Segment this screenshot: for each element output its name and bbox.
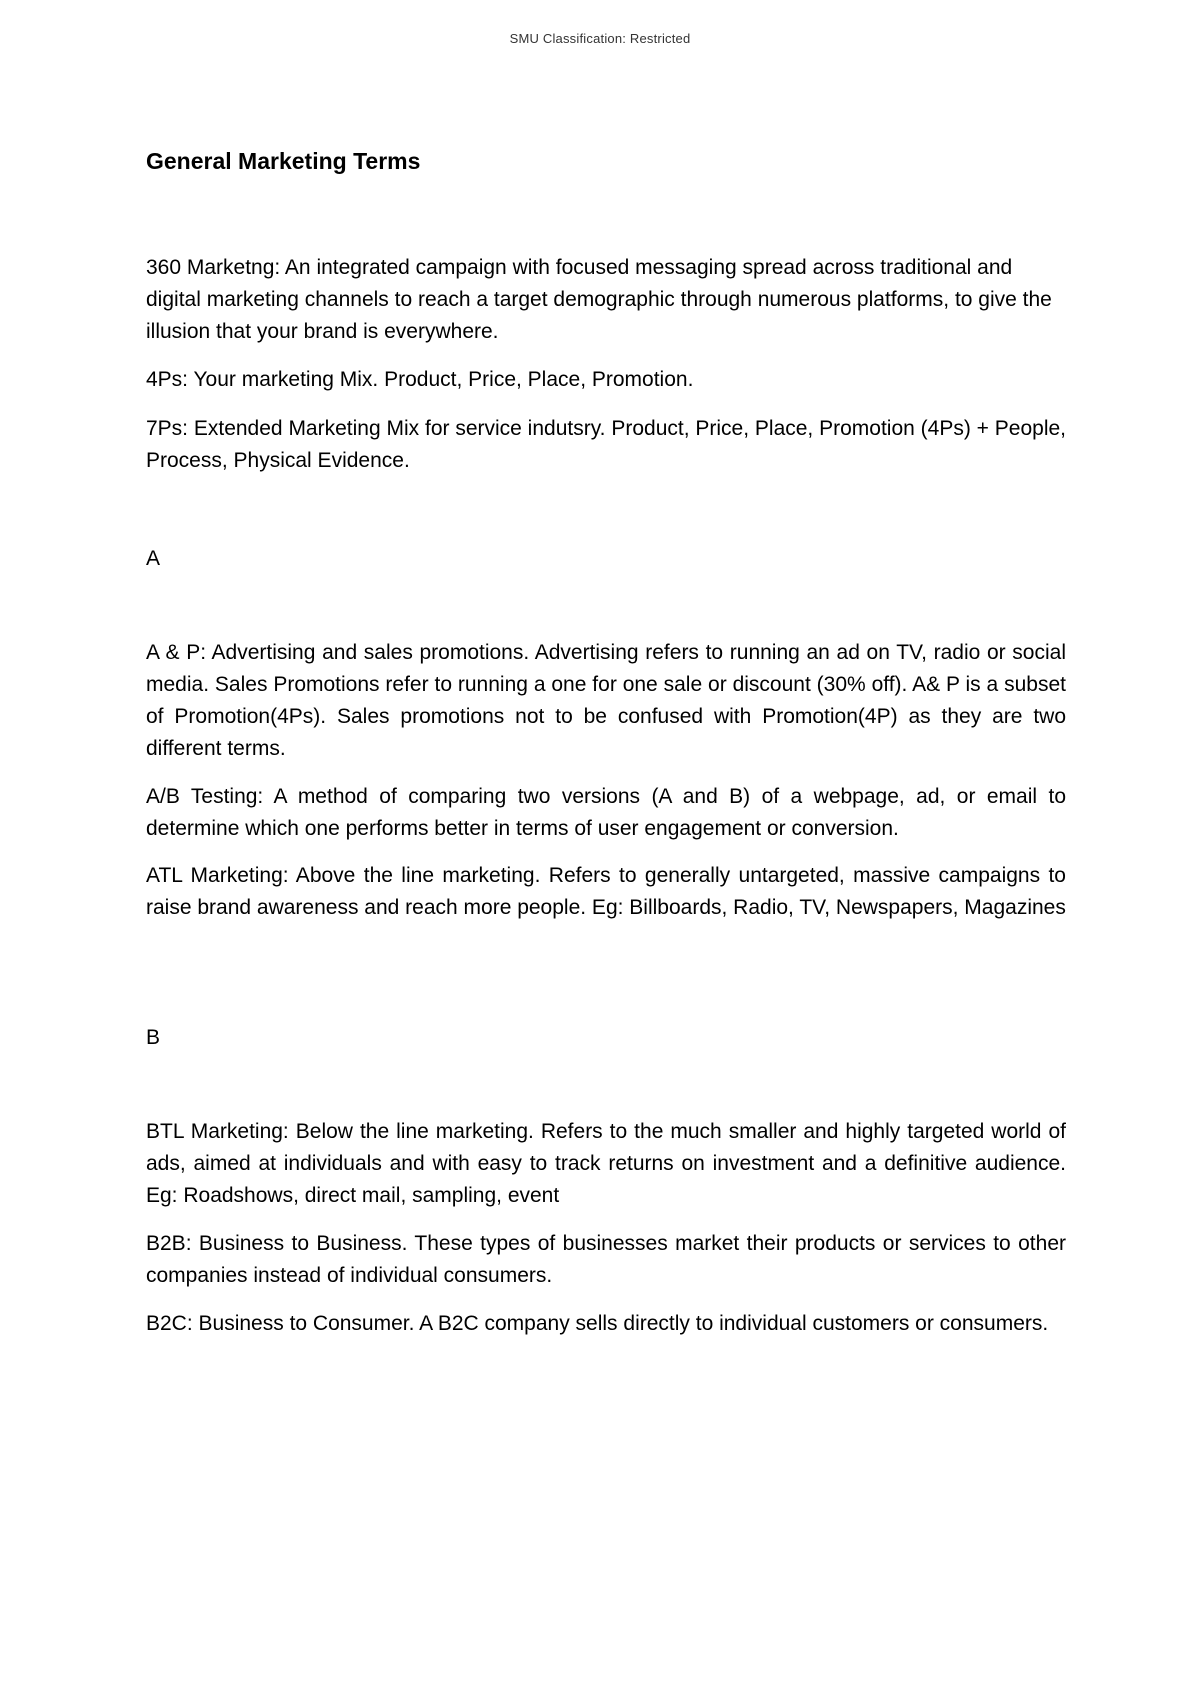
term-7ps: 7Ps: Extended Marketing Mix for service indutsry. Product, Price, Place, Promotion (4Ps) + People, Process, Physical Evidence. — [146, 417, 1066, 472]
term-b2b: B2B: Business to Business. These types of businesses market their products or services to other companies instead of individual consumers. — [146, 1232, 1066, 1287]
classification-header: SMU Classification: Restricted — [509, 31, 691, 46]
term-ab-testing: A/B Testing: A method of comparing two versions (A and B) of a webpage, ad, or email to determine which one performs better in terms of user engagement or conversion. — [146, 785, 1066, 840]
term-a-and-p: A & P: Advertising and sales promotions. Advertising refers to running an ad on TV, radio or social media. Sales Promotions refer to running a one for one sale or discount (30% off). A& P is a subset of Promotion(4Ps). Sales promotions not to be confused with Promotion(4P) as they are two different terms. — [146, 641, 1066, 760]
term-4ps: 4Ps: Your marketing Mix. Product, Price, Place, Promotion. — [146, 368, 694, 391]
term-360-marketing: 360 Marketng: An integrated campaign with focused messaging spread across traditional and digital marketing channels to reach a target demographic through numerous platforms, to give the illusion that your brand is everywhere. — [146, 256, 1052, 343]
page-title: General Marketing Terms — [146, 148, 421, 174]
section-letter-b: B — [146, 1026, 161, 1049]
term-b2c: B2C: Business to Consumer. A B2C company sells directly to individual customers or consumers. — [146, 1312, 1049, 1335]
term-atl-marketing: ATL Marketing: Above the line marketing. Refers to generally untargeted, massive campaigns to raise brand awareness and reach more people. Eg: Billboards, Radio, TV, Newspapers, Magazines — [146, 864, 1066, 919]
term-btl-marketing: BTL Marketing: Below the line marketing. Refers to the much smaller and highly targeted world of ads, aimed at individuals and with easy to track returns on investment and a definitive audience. Eg: Roadshows, direct mail, sampling, event — [146, 1120, 1066, 1207]
section-letter-a: A — [146, 547, 161, 570]
